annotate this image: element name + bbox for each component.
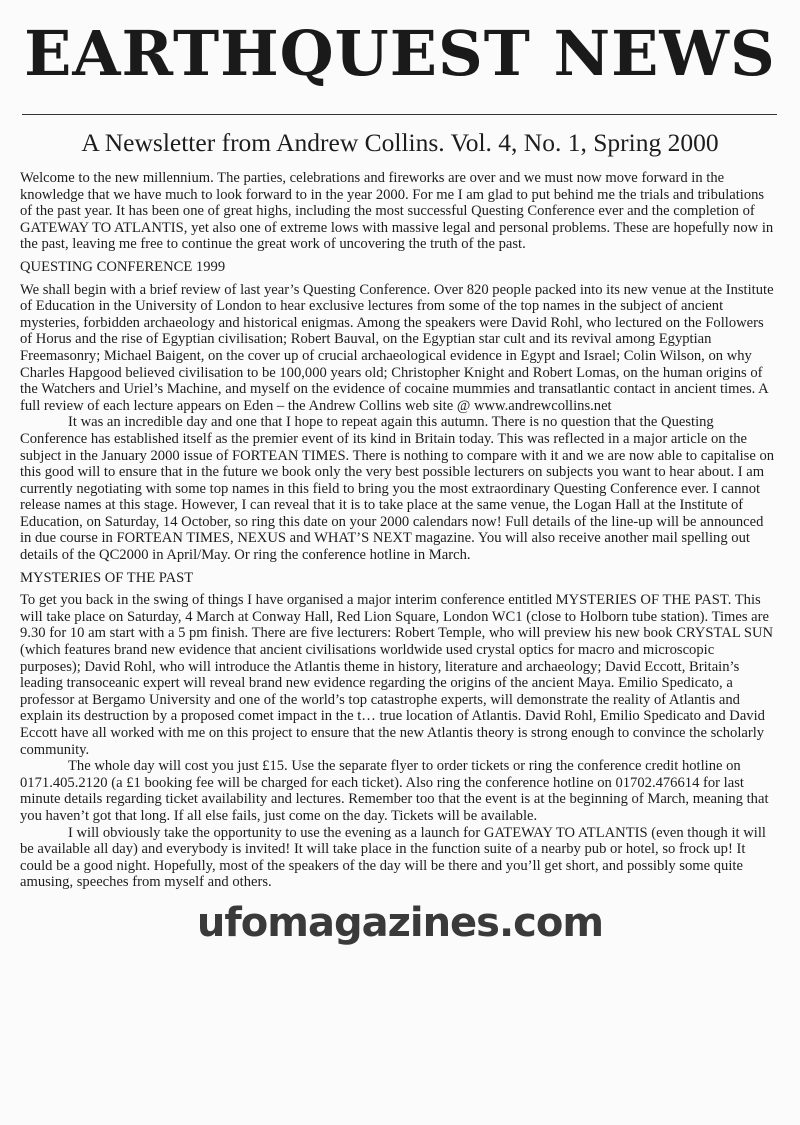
paragraph: To get you back in the swing of things I have organised a major interim conference entitled MYSTERIES OF THE PAST. This will take place on Saturday, 4 March at Conway Hall, Red Lion Square, London WC1 (close to Holborn tube station). Times are 9.30 for 10 am start with a 5 pm finish. There are five lecturers: Robert Temple, who will preview his new book CRYSTAL SUN (which features brand new evidence that ancient civilisations worldwide used crystal optics for macro and microscopic purposes); David Rohl, who will introduce the Atlantis theme in history, literature and archaeology; David Eccott, Britain’s leading transoceanic expert will reveal brand new evidence regarding the origins of the ancient Maya. Emilio Spedicato, a professor at Bergamo University and one of the world’s top catastrophe experts, will demonstrate the reality of Atlantis and explain its destruction by a proposed comet impact in the t… true location of Atlantis. David Rohl, Emilio Spedicato and David Eccott have all worked with me on this project to ensure that the new Atlantis theory is strong enough to convince the scholarly community. [20, 592, 774, 758]
paragraph-text: We shall begin with a brief review of last year’s Questing Conference. Over 820 people packed into its new venue at the Institute of Education in the University of London to hear exclusive lectures from some of the top names in the subject of ancient mysteries, forbidden archaeology and historical enigmas. Among the speakers were David Rohl, who lectured on the Followers of Horus and the rise of Egyptian civilisation; Robert Bauval, on the Egyptian star cult and its revival among Egyptian Freemasonry; Michael Baigent, on the cover up of crucial archaeological evidence in Egypt and Israel; Colin Wilson, on why Charles Hapgood believed civilisation to be 100,000 years old; Christopher Knight and Robert Lomas, on the human origins of the Watchers and Uriel’s Machine, and myself on the evidence of cocaine mummies and transatlantic contact in ancient times. A full review of each lecture appears on Eden – the Andrew Collins web site @ [20, 281, 774, 414]
section-heading: MYSTERIES OF THE PAST [20, 569, 194, 586]
subtitle: A Newsletter from Andrew Collins. Vol. 4, No. 1, Spring 2000 [81, 128, 719, 157]
divider [22, 114, 777, 115]
paragraph: I will obviously take the opportunity to use the evening as a launch for GATEWAY TO ATLANTIS (even though it will be available all day) and everybody is invited! It will take place in the function suite of a nearby pub or hotel, so frock up! It could be a good night. Hopefully, most of the speakers of the day will be there and you’ll get short, and possibly some quite amusing, speeches from myself and others. [20, 824, 766, 891]
website-link[interactable]: www.andrewcollins.net [473, 397, 612, 414]
intro-paragraph: Welcome to the new millennium. The parties, celebrations and fireworks are over and we must now move forward in the knowledge that we have much to look forward to in the year 2000. For me I am glad to put behind me the trials and tribulations of the past year. It has been one of great highs, including the most successful Questing Conference ever and the completion of GATEWAY TO ATLANTIS, yet also one of extreme lows with massive legal and personal problems. These are hopefully now in the past, leaving me free to continue the great work of uncovering the truth of the past. [20, 170, 774, 253]
watermark: ufomagazines.com [196, 899, 604, 946]
paragraph: The whole day will cost you just £15. Use the separate flyer to order tickets or ring the conference credit hotline on 0171.405.2120 (a £1 booking fee will be charged for each ticket). Also ring the conference hotline on 01702.476614 for last minute details regarding ticket availability and lectures. Remember too that the event is at the beginning of March, meaning that you haven’t got that long. If all else fails, just come on the day. Tickets will be available. [20, 758, 769, 824]
masthead: EARTHQUEST NEWS [24, 17, 776, 90]
section-heading: QUESTING CONFERENCE 1999 [20, 258, 226, 275]
article-body [20, 170, 778, 891]
paragraph [20, 282, 778, 415]
paragraph: It was an incredible day and one that I hope to repeat again this autumn. There is no question that the Questing Conference has established itself as the premier event of its kind in Britain today. This was reflected in a major article on the subject in the January 2000 issue of FORTEAN TIMES. There is nothing to compare with it and we are now able to capitalise on this good will to ensure that in the future we book only the very best possible lecturers on subjects you want to hear about. I am currently negotiating with some top names in this field to bring you the most extraordinary Questing Conference ever. I cannot release names at this stage. However, I can reveal that it is to take place at the same venue, the Logan Hall at the Institute of Education, on Saturday, 14 October, so ring this date on your 2000 calendars now! Full details of the line-up will be announced in due course in FORTEAN TIMES, NEXUS and WHAT’S NEXT magazine. You will also receive another mail spelling out details of the QC2000 in April/May. Or ring the conference hotline in March. [20, 414, 775, 564]
